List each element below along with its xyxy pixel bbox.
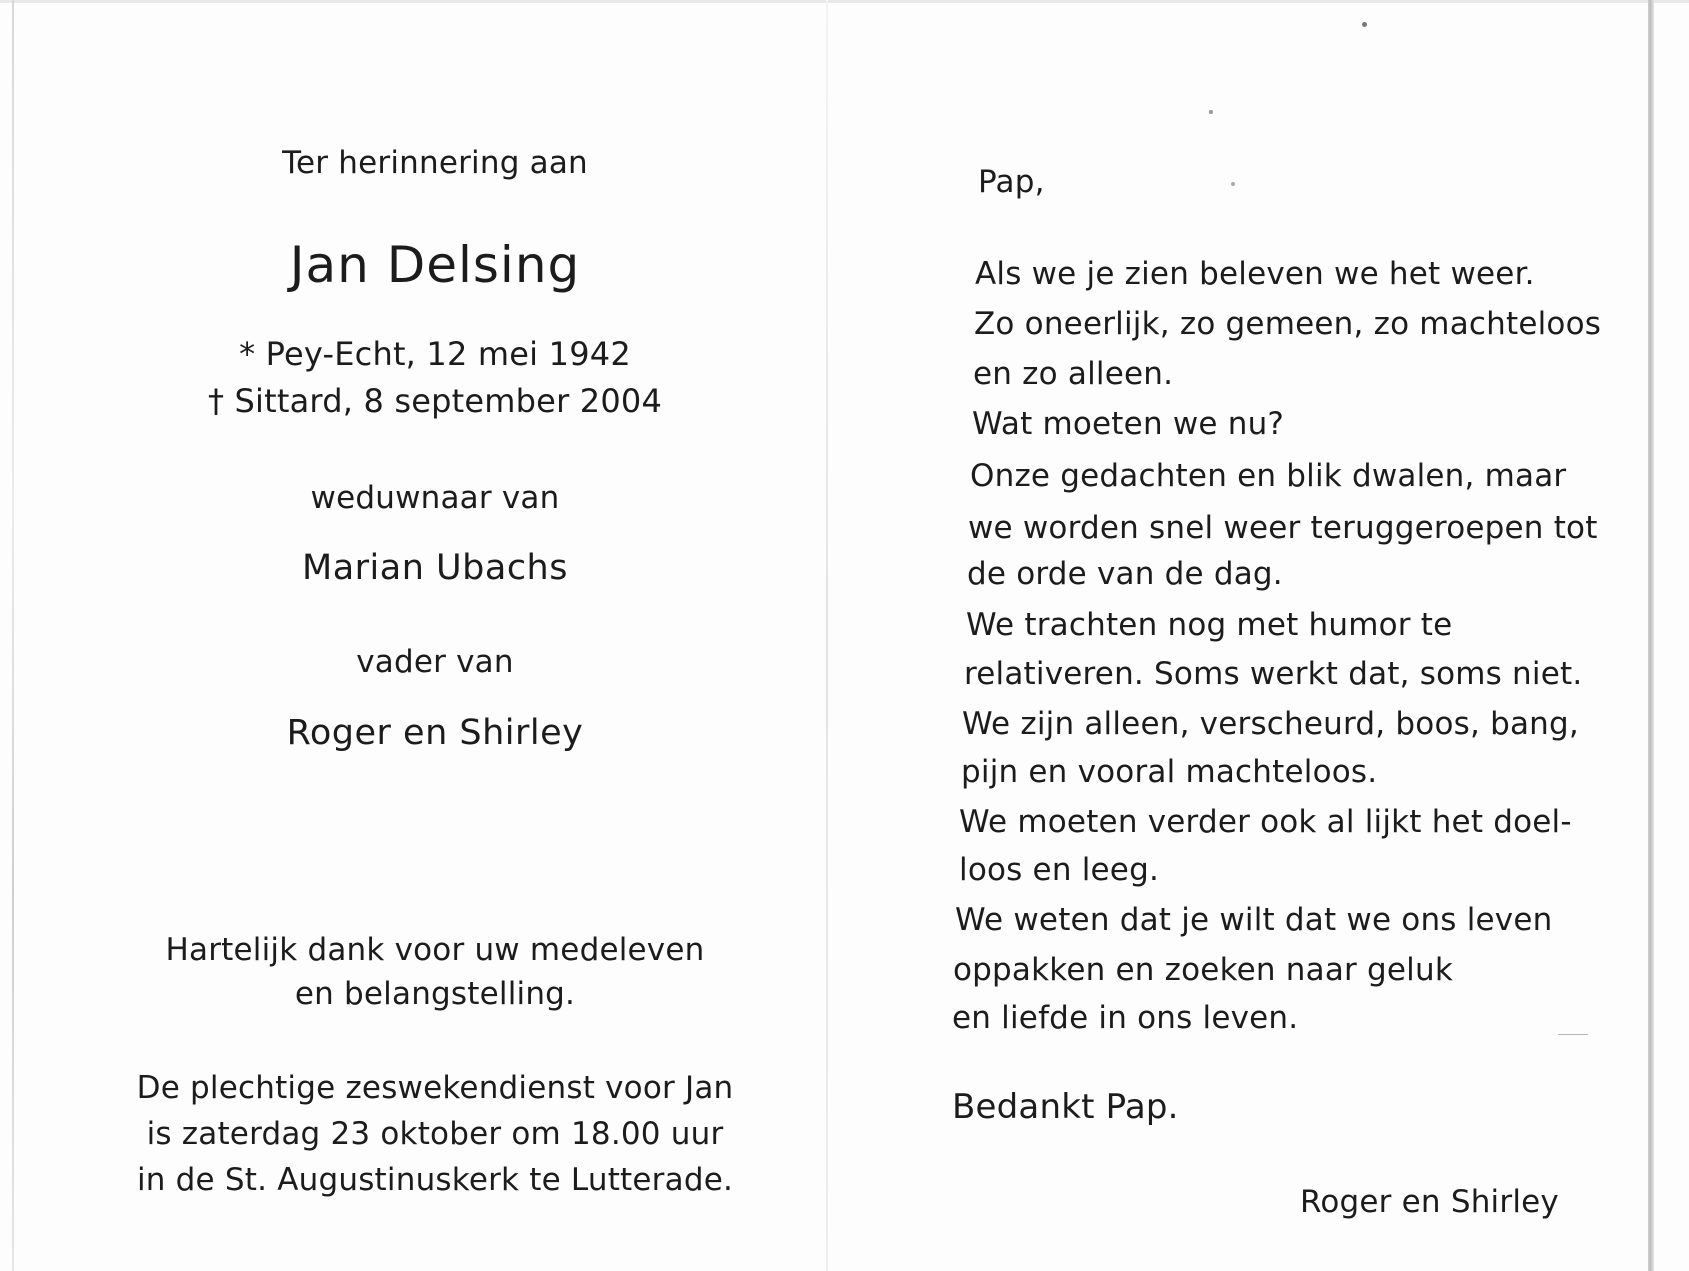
poem-line: Onze gedachten en blik dwalen, maar [970,458,1567,494]
card-left-edge [12,0,14,1271]
poem-line: Zo oneerlijk, zo gemeen, zo machteloos [974,306,1602,342]
poem-line: loos en leeg. [959,852,1160,888]
death-line: † Sittard, 8 september 2004 [207,382,663,420]
poem-line: oppakken en zoeken naar geluk [953,952,1453,988]
poem-line: relativeren. Soms werkt dat, soms niet. [964,656,1583,692]
card-fold-line [826,0,828,1271]
poem-line: en zo alleen. [973,356,1174,392]
thanks-line: en belangstelling. [294,976,576,1012]
memorial-right-panel [950,0,1600,1271]
poem-line: We weten dat je wilt dat we ons leven [955,902,1553,938]
intro-text: Ter herinnering aan [282,145,588,181]
service-line: in de St. Augustinuskerk te Lutterade. [136,1162,734,1198]
memorial-left-panel [130,0,740,1271]
children-names: Roger en Shirley [286,713,584,753]
poem-line: We zijn alleen, verscheurd, boos, bang, [962,706,1579,742]
thanks-line: Hartelijk dank voor uw medeleven [165,932,705,968]
salutation: Pap, [978,164,1045,200]
card-right-edge [1648,0,1654,1271]
poem-line: Wat moeten we nu? [972,406,1285,442]
poem-line: en liefde in ons leven. [952,1000,1299,1036]
poem-line: we worden snel weer teruggeroepen tot [968,510,1598,546]
poem-line: pijn en vooral machteloos. [961,754,1378,790]
signature: Roger en Shirley [1300,1184,1559,1220]
deceased-name: Jan Delsing [289,236,581,294]
closing-line: Bedankt Pap. [952,1087,1179,1127]
poem-line: We moeten verder ook al lijkt het doel- [959,804,1572,840]
spouse-name: Marian Ubachs [302,548,568,588]
poem-line: We trachten nog met humor te [966,607,1453,643]
service-line: De plechtige zeswekendienst voor Jan [136,1070,734,1106]
birth-line: * Pey-Echt, 12 mei 1942 [239,335,631,373]
widower-label: weduwnaar van [310,480,560,516]
father-label: vader van [356,644,514,680]
poem-line: Als we je zien beleven we het weer. [975,256,1535,292]
poem-line: de orde van de dag. [967,556,1283,592]
service-line: is zaterdag 23 oktober om 18.00 uur [146,1116,724,1152]
